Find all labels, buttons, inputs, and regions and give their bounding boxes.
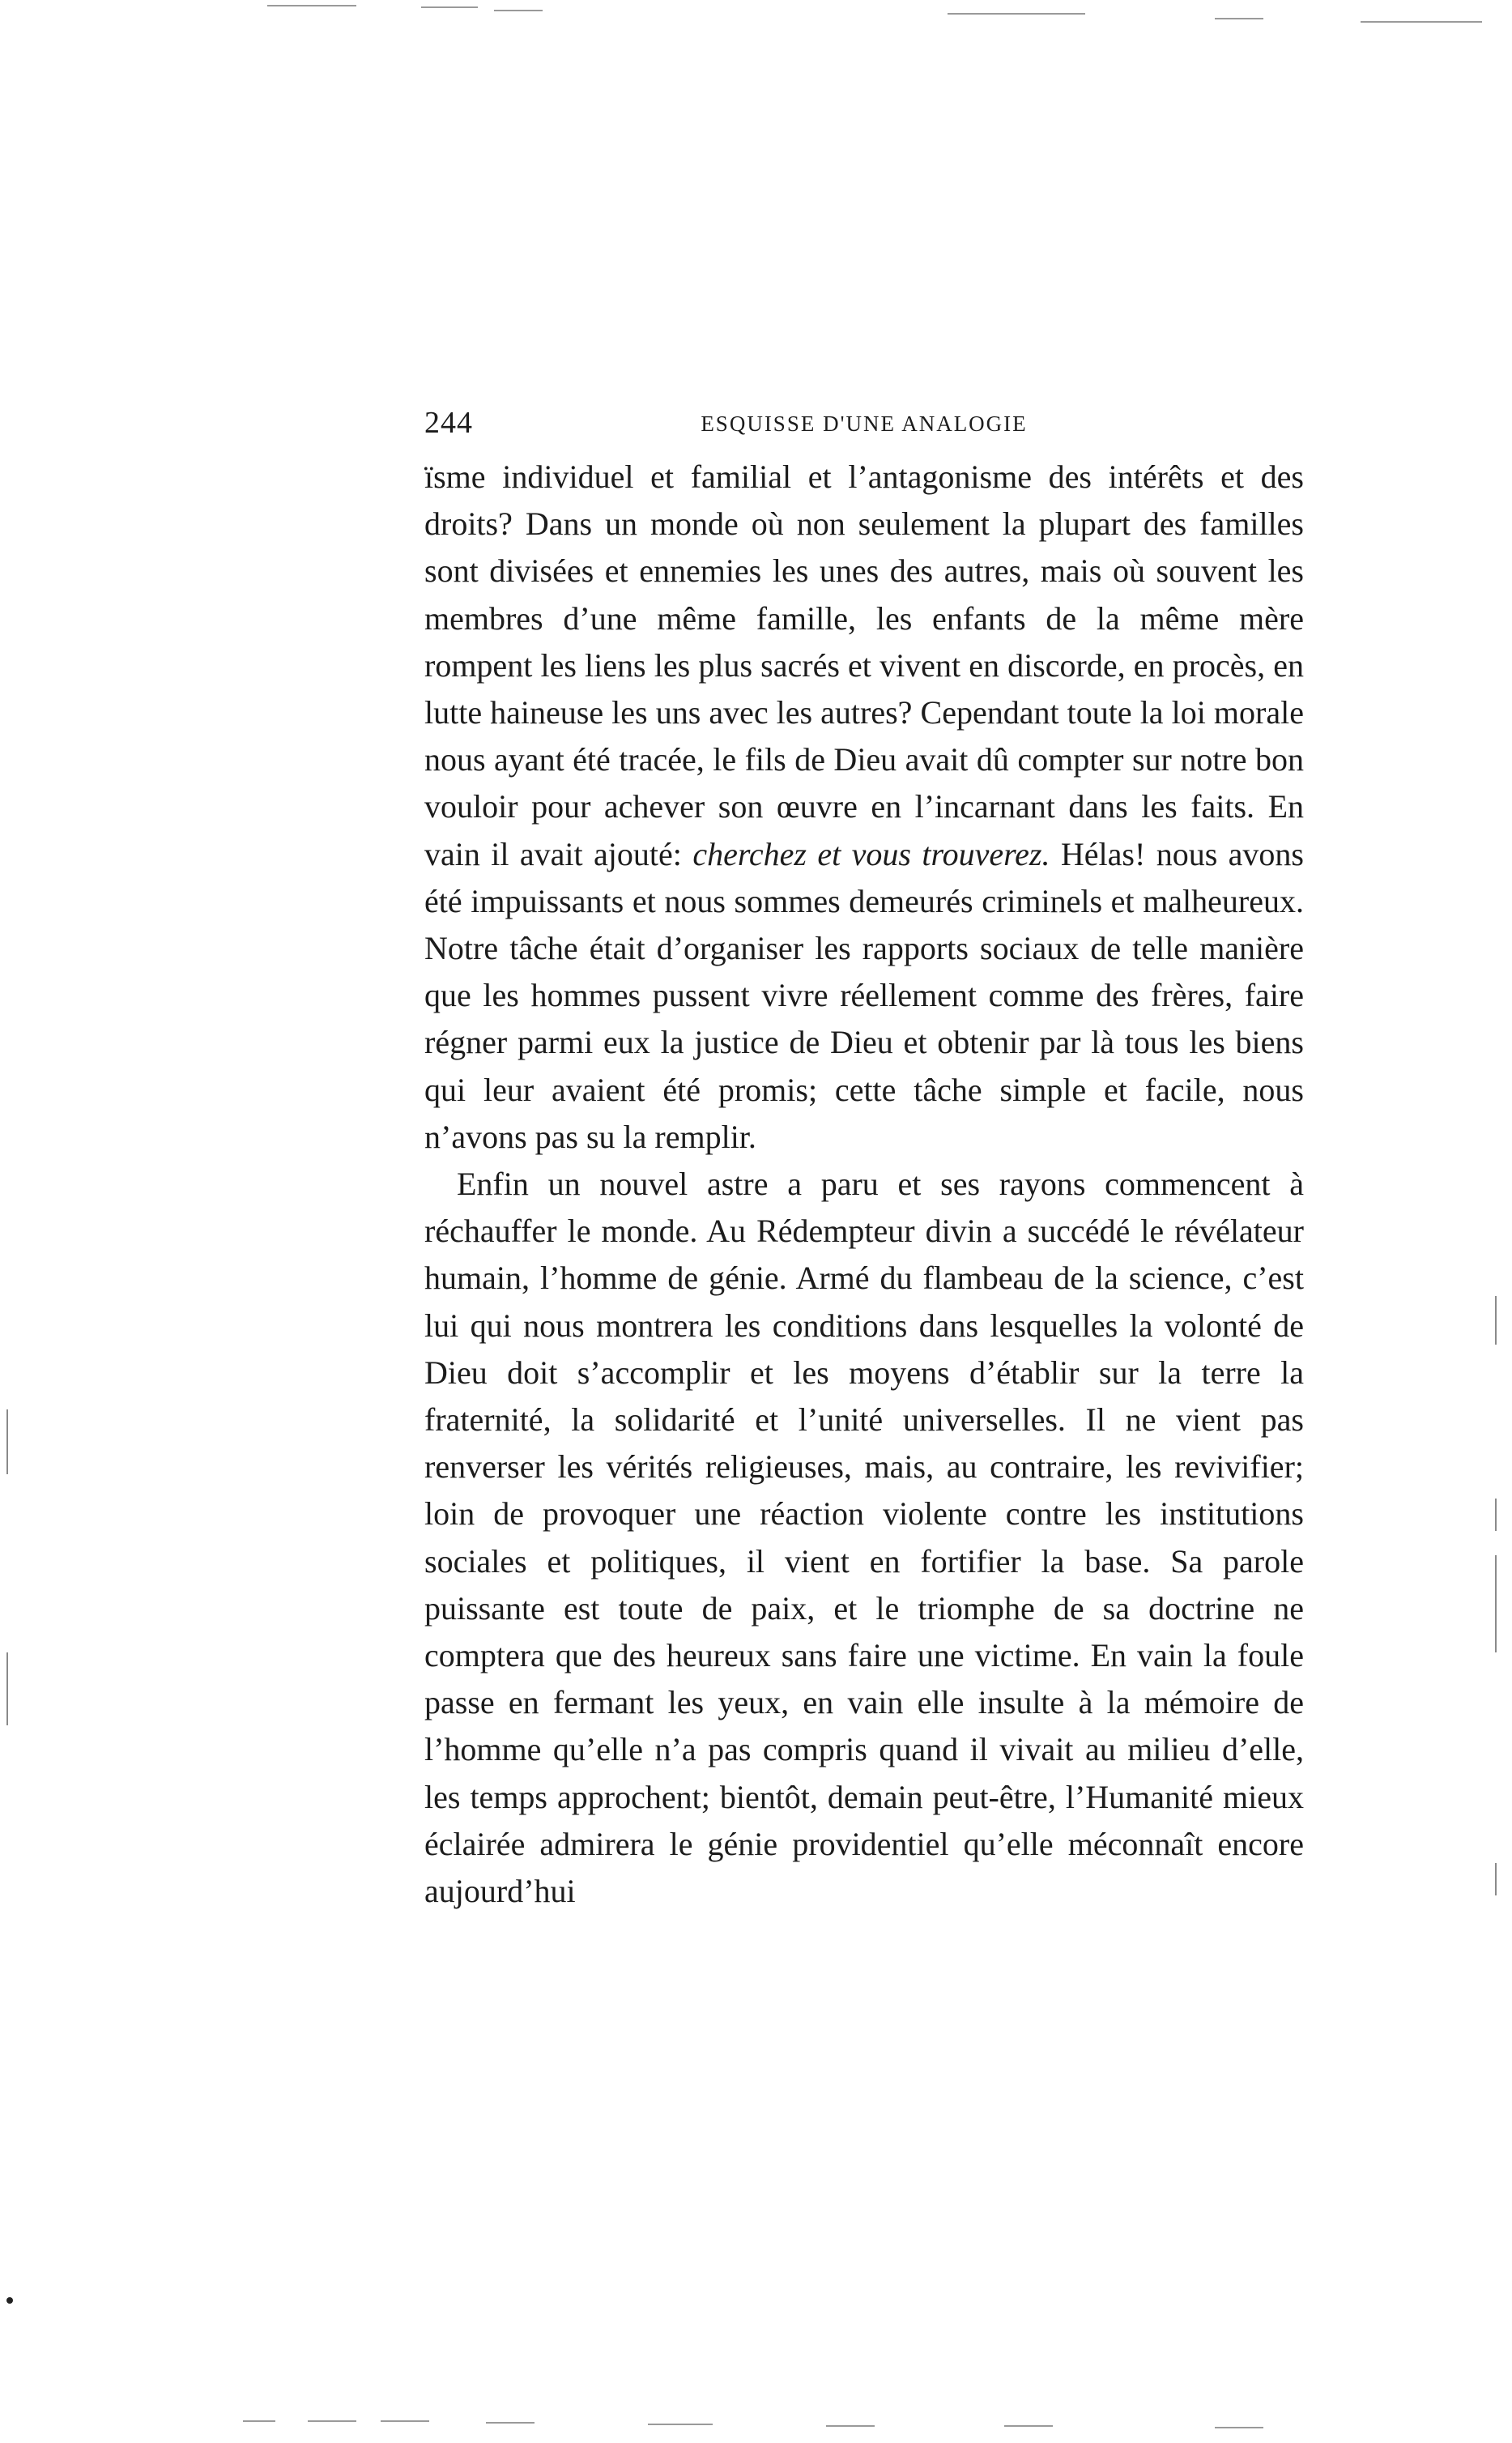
scan-edge-mark — [6, 1652, 8, 1725]
scan-edge-mark — [421, 6, 478, 8]
scan-edge-mark — [1495, 1499, 1497, 1531]
scan-edge-mark — [648, 2424, 713, 2425]
paragraph — [424, 454, 1304, 1161]
paragraph-text: ïsme individuel et familial et l’antagonisme des intérêts et des droits? Dans un monde où non seulement la plupart des familles sont divisées et ennemies les unes des autres, mais où souvent les membres d’une même famille, les enfants de la même mère rompent les liens les plus sacrés et vivent en discorde, en procès, en lutte haineuse les uns avec les autres? Cependant toute la loi morale nous ayant été tracée, le fils de Dieu avait dû compter sur notre bon vouloir pour achever son œuvre en l’incarnant dans les faits. En vain il avait ajouté: — [424, 458, 1304, 872]
paragraph: Enfin un nouvel astre a paru et ses rayons commencent à réchauffer le monde. Au Rédempteur divin a succédé le révélateur humain, l’homme de génie. Armé du flambeau de la science, c’est lui qui nous montrera les conditions dans lesquelles la volonté de Dieu doit s’accomplir et les moyens d’établir sur la terre la fraternité, la solidarité et l’unité universelles. Il ne vient pas renverser les vérités religieuses, mais, au contraire, les revivifier; loin de provoquer une réaction violente contre les institutions sociales et politiques, il vient en fortifier la base. Sa parole puissante est toute de paix, et le triomphe de sa doctrine ne comptera que des heureux sans faire une victime. En vain la foule passe en fermant les yeux, en vain elle insulte à la mémoire de l’homme qu’elle n’a pas compris quand il vivait au milieu d’elle, les temps approchent; bientôt, demain peut-être, l’Humanité mieux éclairée admirera le génie providentiel qu’elle méconnaît encore aujourd’hui — [424, 1166, 1304, 1910]
scan-edge-mark — [1361, 21, 1482, 23]
scan-edge-mark — [243, 2420, 275, 2422]
scan-edge-mark — [1495, 1555, 1497, 1628]
scan-edge-mark — [1495, 1863, 1497, 1895]
running-head — [424, 405, 1304, 454]
scan-edge-mark — [1215, 18, 1263, 19]
scan-edge-mark — [1495, 1620, 1497, 1652]
scan-edge-mark — [1004, 2425, 1053, 2427]
page-number: 244 — [424, 406, 473, 440]
scan-edge-mark — [826, 2425, 875, 2427]
scan-edge-mark — [308, 2420, 356, 2422]
scan-edge-mark — [494, 10, 543, 11]
italic-quote: cherchez et vous trouverez. — [692, 835, 1050, 872]
scan-edge-mark — [267, 5, 356, 6]
body-text — [424, 454, 1304, 1915]
scan-edge-mark — [1495, 1296, 1497, 1345]
paragraph-text: Hélas! nous avons été impuissants et nous sommes demeurés criminels et malheureux. Notre tâche était d’organiser les rapports sociaux de telle manière que les hommes pussent vivre réellement comme des frères, faire régner parmi eux la justice de Dieu et obtenir par là tous les biens qui leur avaient été promis; cette tâche simple et facile, nous n’avons pas su la remplir. — [424, 835, 1304, 1155]
scan-edge-mark — [1215, 2427, 1263, 2428]
scan-edge-mark — [6, 1409, 8, 1474]
scan-edge-mark — [381, 2420, 429, 2422]
running-head-title: ESQUISSE D'UNE ANALOGIE — [701, 411, 1028, 436]
scan-speck — [6, 2297, 13, 2304]
scan-edge-mark — [486, 2422, 535, 2424]
scan-edge-mark — [948, 13, 1085, 15]
